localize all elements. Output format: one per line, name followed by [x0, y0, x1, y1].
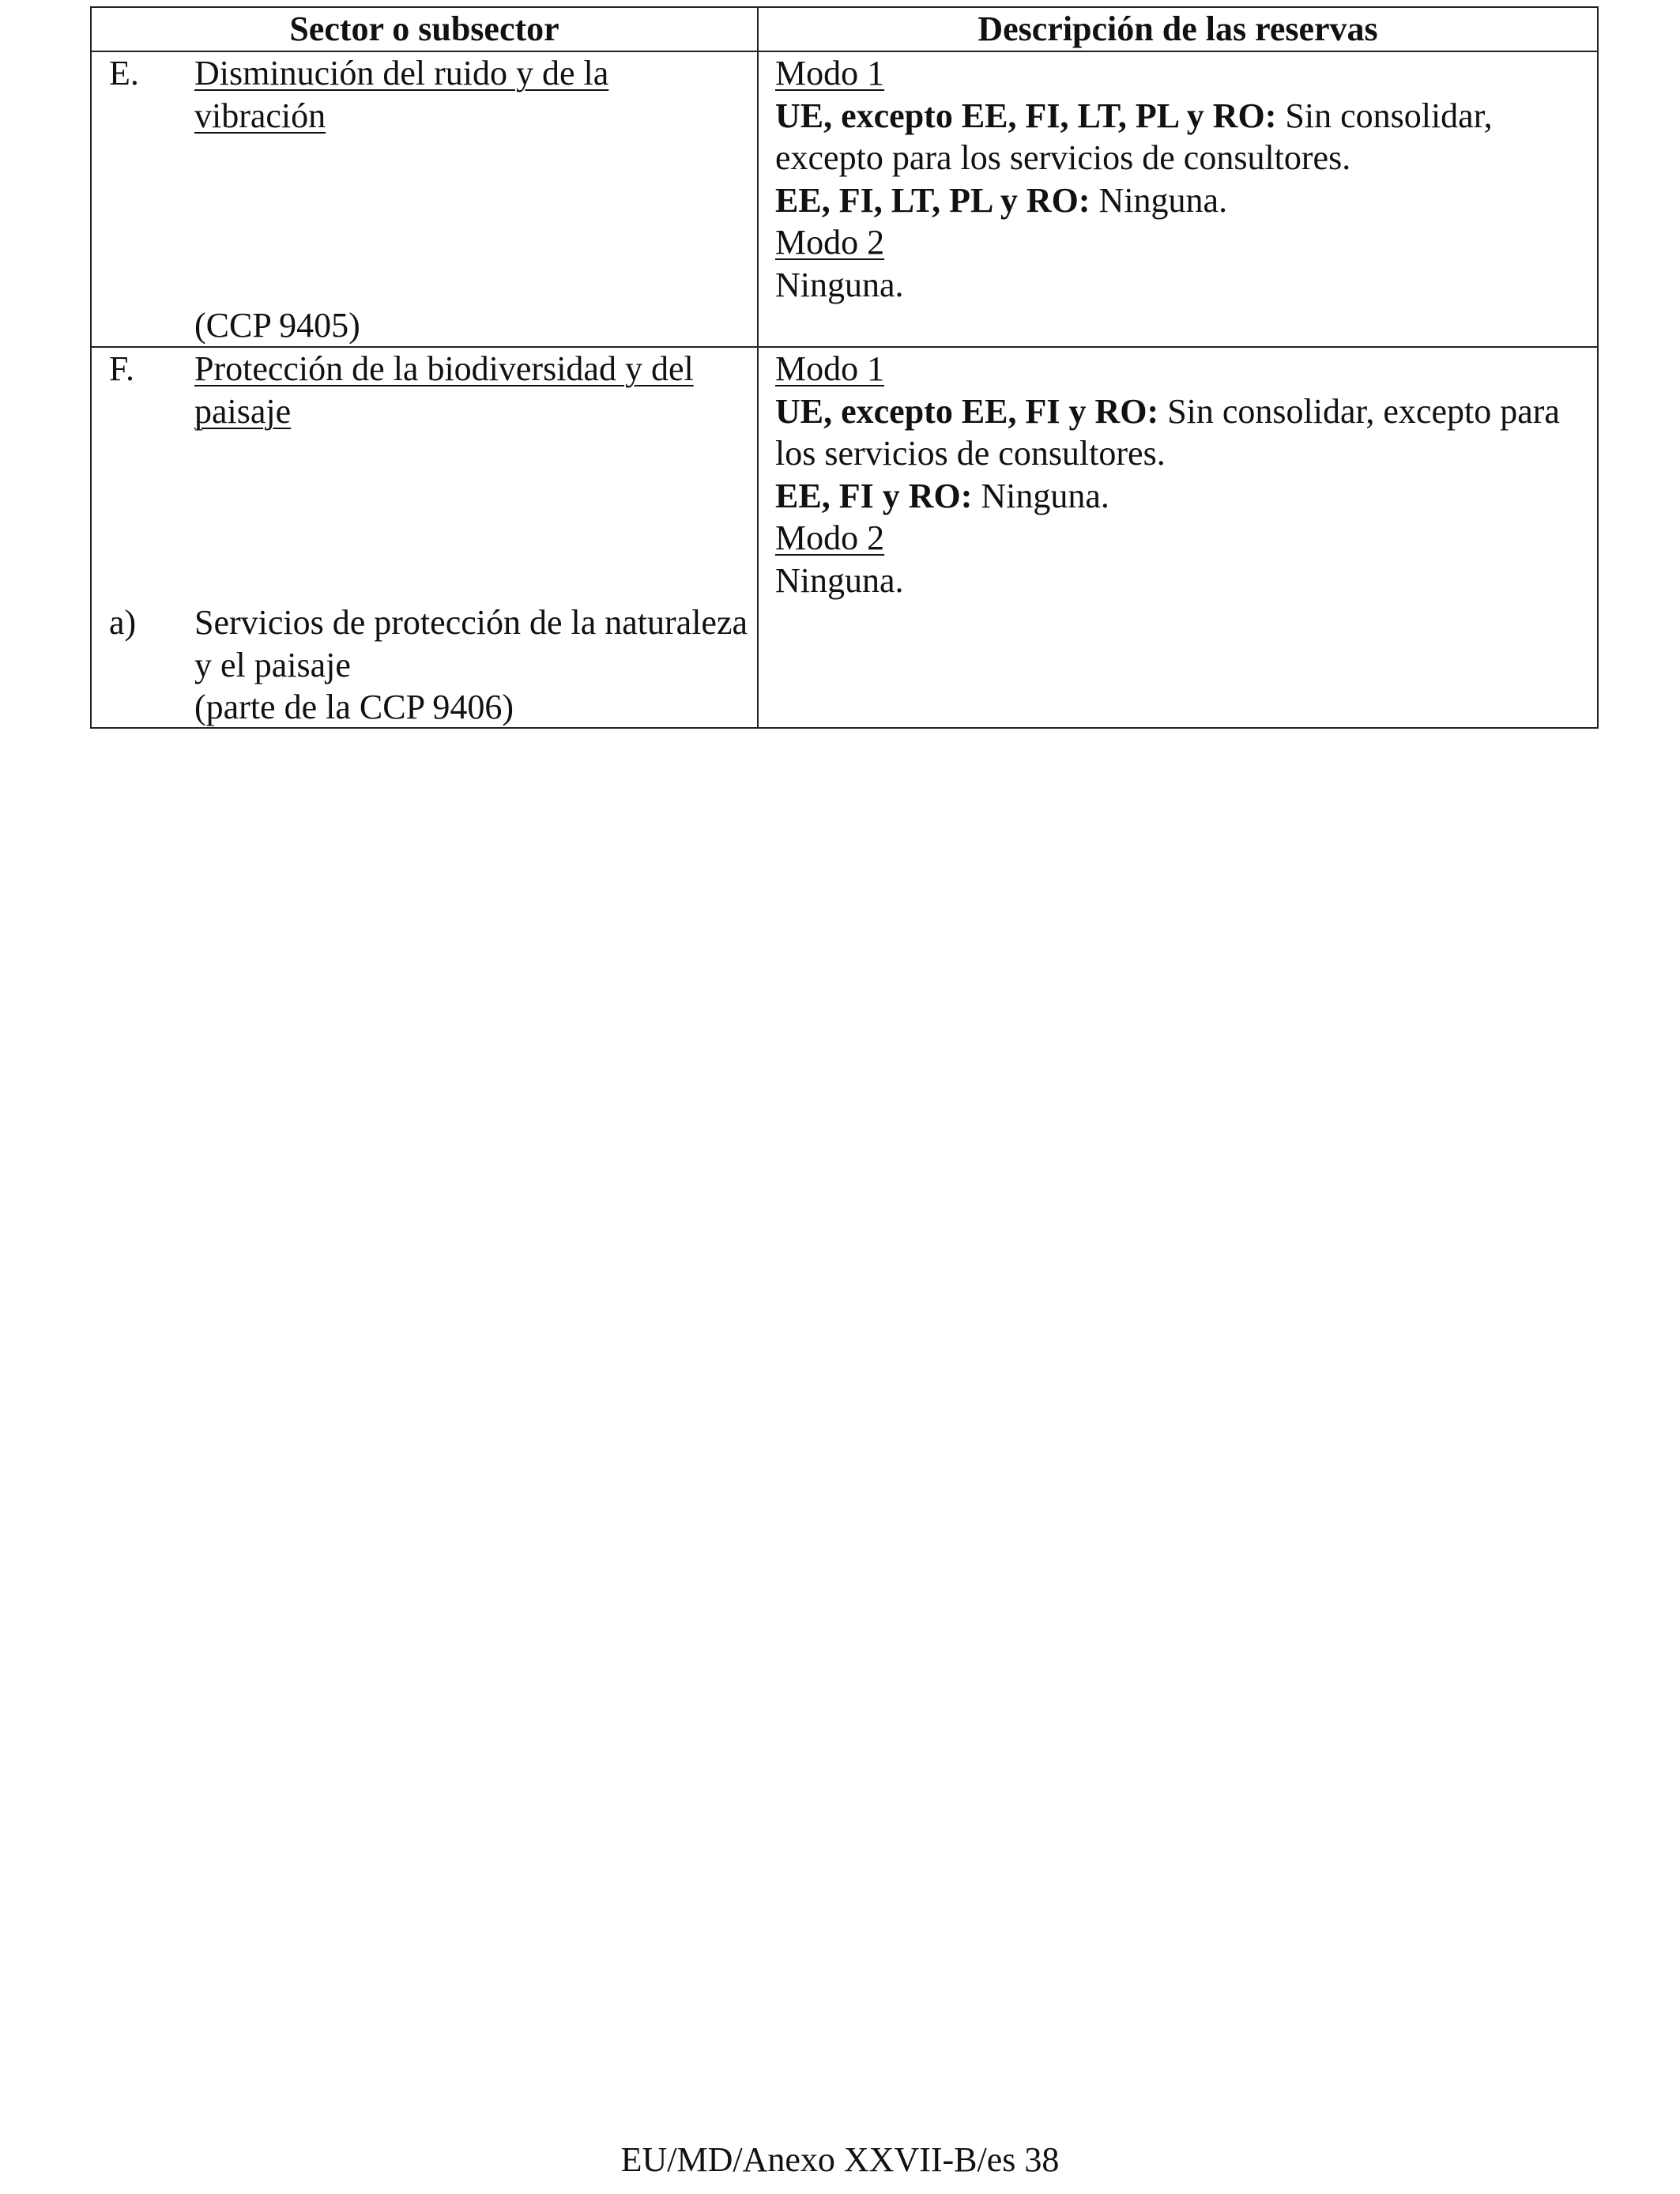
subsector-letter: a) — [109, 603, 137, 642]
sector-letter: E. — [109, 54, 139, 92]
reservation-entry: Ninguna. — [775, 265, 904, 304]
reservation-entry — [775, 179, 1581, 222]
sector-letter: F. — [109, 349, 134, 388]
mode-label: Modo 1 — [775, 54, 885, 92]
entry-countries: UE, excepto EE, FI, LT, PL y RO: — [775, 96, 1277, 135]
description-cell — [758, 347, 1598, 728]
table-header-row — [91, 7, 1598, 51]
entry-text: Ninguna. — [972, 476, 1109, 515]
entry-countries: UE, excepto EE, FI y RO: — [775, 391, 1159, 431]
sector-title: Protección de la biodiversidad y del paisaje — [194, 349, 694, 431]
description-cell — [758, 51, 1598, 347]
entry-text: Sin consolidar, excepto para los servicios de consultores. — [775, 391, 1560, 473]
reservation-entry — [775, 390, 1581, 475]
mode-label: Modo 1 — [775, 349, 885, 388]
reservation-entry: Ninguna. — [775, 560, 904, 600]
header-description: Descripción de las reservas — [758, 7, 1598, 51]
reservation-entry — [775, 475, 1581, 518]
page-footer-reference: EU/MD/Anexo XXVII-B/es 38 — [620, 2140, 1060, 2179]
entry-countries: EE, FI y RO: — [775, 476, 973, 515]
mode-label: Modo 2 — [775, 518, 885, 557]
subsector-code: (parte de la CCP 9406) — [194, 688, 514, 726]
entry-countries: EE, FI, LT, PL y RO: — [775, 180, 1090, 220]
sector-cell — [91, 347, 758, 728]
mode-label: Modo 2 — [775, 223, 885, 262]
entry-text: Sin consolidar, excepto para los servicios de consultores. — [775, 96, 1493, 177]
sector-code: (CCP 9405) — [194, 305, 360, 345]
subsector-title: Servicios de protección de la naturaleza y el paisaje (parte de la CCP 9406) — [194, 601, 748, 729]
table-row — [91, 347, 1598, 728]
table-row — [91, 51, 1598, 347]
sector-title: Disminución del ruido y de la vibración — [194, 54, 609, 135]
reservation-entry — [775, 95, 1581, 179]
header-sector: Sector o subsector — [91, 7, 758, 51]
entry-text: Ninguna. — [1090, 180, 1228, 220]
sector-cell — [91, 51, 758, 347]
reservations-table — [90, 6, 1599, 729]
